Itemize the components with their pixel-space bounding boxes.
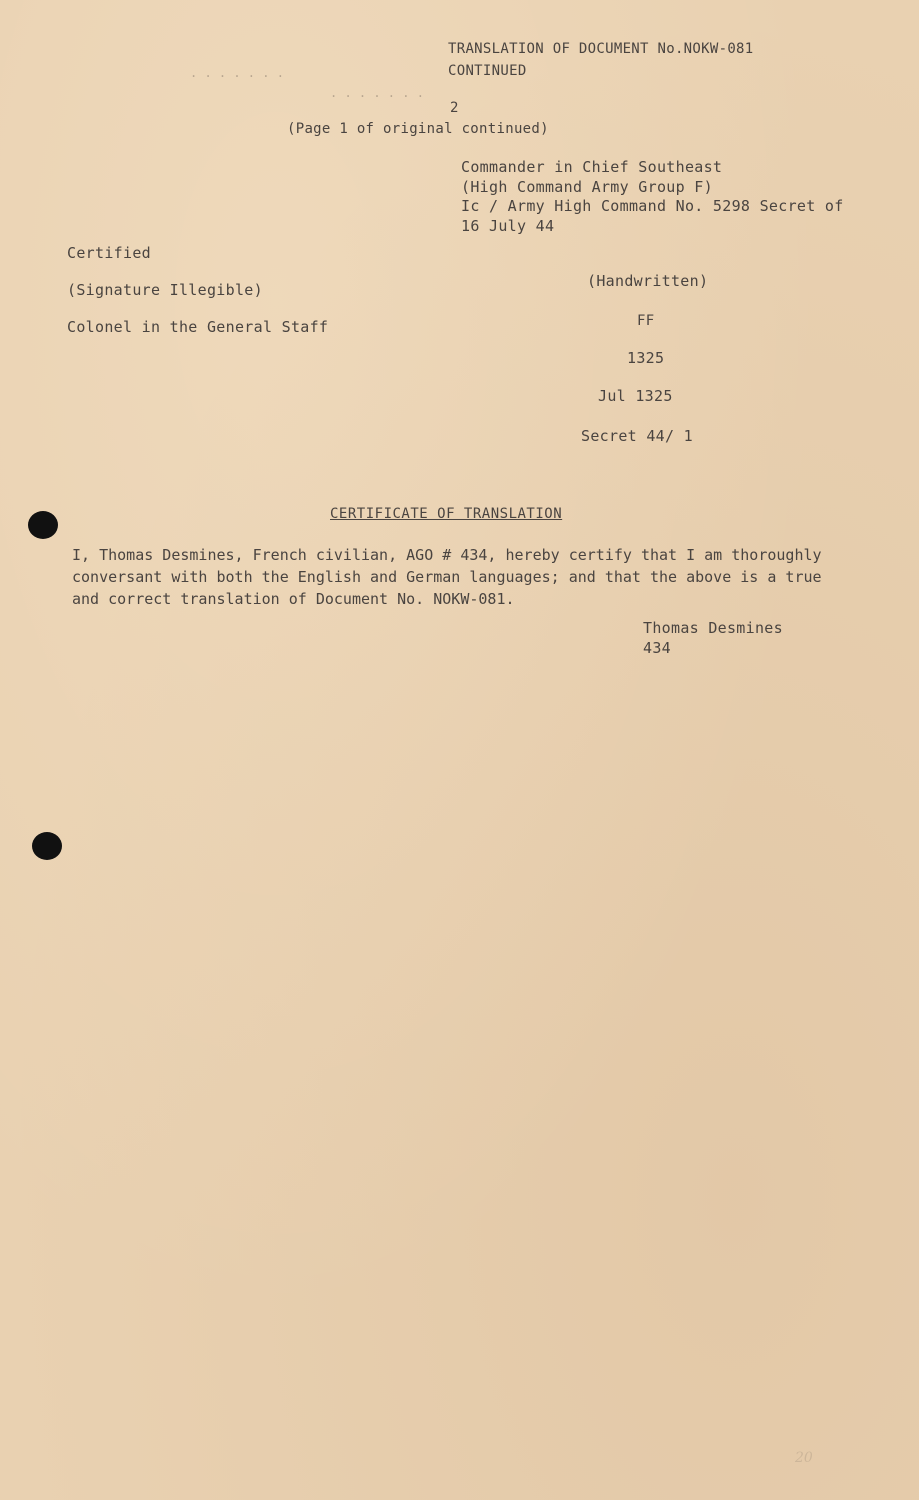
bleed-through-marks: . . . . . . . (190, 66, 284, 80)
certified-label: Certified (67, 244, 151, 262)
officer-rank: Colonel in the General Staff (67, 318, 329, 336)
certificate-line-1: I, Thomas Desmines, French civilian, AGO # 434, hereby certify that I am thoroughly (72, 546, 822, 564)
translator-name: Thomas Desmines (643, 619, 783, 637)
certificate-line-2: conversant with both the English and German languages; and that the above is a true (72, 568, 822, 586)
punch-hole-top (28, 511, 58, 539)
page-note: (Page 1 of original continued) (287, 121, 549, 137)
certificate-body (72, 544, 882, 610)
certificate-heading: CERTIFICATE OF TRANSLATION (330, 506, 563, 522)
document-title: TRANSLATION OF DOCUMENT No.NOKW-081 (448, 41, 754, 57)
handwritten-date: Jul 1325 (598, 387, 673, 405)
continued-label: CONTINUED (448, 63, 527, 79)
handwritten-number: 1325 (627, 349, 665, 367)
page-number: 2 (450, 100, 459, 116)
handwritten-secret: Secret 44/ 1 (581, 427, 693, 445)
bleed-through-marks-2: . . . . . . . (330, 86, 424, 100)
translator-id: 434 (643, 639, 671, 657)
addressee-line-4: 16 July 44 (461, 217, 555, 235)
addressee-line-1: Commander in Chief Southeast (461, 158, 723, 176)
handwritten-initials: FF (637, 313, 655, 329)
certificate-line-3: and correct translation of Document No. NOKW-081. (72, 590, 515, 608)
pencil-page-mark: 20 (795, 1450, 813, 1466)
signature-note: (Signature Illegible) (67, 281, 263, 299)
addressee-line-3: Ic / Army High Command No. 5298 Secret of (461, 197, 844, 215)
addressee-line-2: (High Command Army Group F) (461, 178, 713, 196)
handwritten-label: (Handwritten) (587, 272, 709, 290)
punch-hole-bottom (32, 832, 62, 860)
